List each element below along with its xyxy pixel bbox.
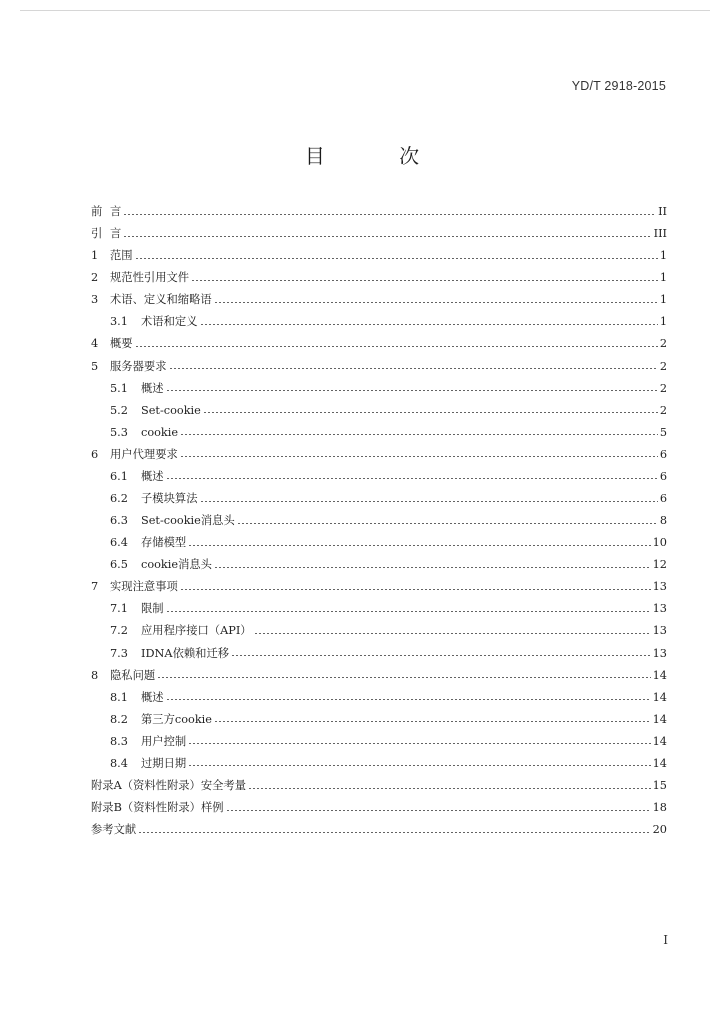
dot-leader (180, 456, 658, 457)
dot-leader (203, 412, 658, 413)
toc-entry-label: 言 (110, 205, 122, 218)
toc-entry-label: 用户控制 (141, 734, 187, 748)
toc-entry-page: 8 (659, 514, 667, 528)
toc-entry[interactable] (91, 356, 667, 378)
dot-leader (135, 258, 658, 259)
toc-entry-label: 附录B（资料性附录）样例 (91, 801, 224, 815)
toc-entry-page: 14 (652, 690, 667, 704)
toc-entry-number: 5.2 (110, 403, 128, 417)
dot-leader (138, 832, 650, 833)
toc-entry[interactable] (91, 223, 667, 245)
toc-entry[interactable] (91, 753, 667, 775)
toc-entry-label: 概要 (110, 337, 133, 351)
dot-leader (200, 501, 658, 502)
toc-entry-page: 18 (652, 801, 667, 815)
toc-entry-label: 范围 (110, 249, 133, 263)
toc-entry-label: 应用程序接口（API） (141, 624, 252, 638)
dot-leader (237, 523, 658, 524)
toc-entry-label: 概述 (141, 469, 164, 483)
toc-entry-number: 6.3 (110, 514, 128, 528)
dot-leader (157, 677, 650, 678)
toc-entry-label: 实现注意事项 (110, 580, 178, 594)
toc-entry-label: 附录A（资料性附录）安全考量 (91, 779, 247, 793)
dot-leader (248, 788, 651, 789)
dot-leader (166, 390, 658, 391)
dot-leader (166, 478, 658, 479)
toc-entry-page: 12 (652, 558, 667, 572)
toc-entry-page: 14 (652, 712, 667, 726)
toc-entry-label: 规范性引用文件 (110, 271, 190, 285)
toc-entry-page: 2 (659, 337, 667, 351)
toc-entry-label: 第三方cookie (141, 712, 212, 726)
toc-title: 目 次 (304, 144, 454, 168)
toc-entry[interactable] (91, 245, 667, 267)
toc-entry-page: 15 (652, 779, 667, 793)
toc-entry[interactable] (91, 466, 667, 488)
toc-entry[interactable] (91, 510, 667, 532)
table-of-contents (91, 201, 667, 841)
dot-leader (123, 214, 656, 215)
toc-entry-number: 7 (91, 580, 99, 594)
toc-entry[interactable] (91, 643, 667, 665)
toc-entry-number: 5.3 (110, 425, 128, 439)
toc-entry-label: 子模块算法 (141, 492, 198, 506)
dot-leader (214, 721, 651, 722)
dot-leader (191, 280, 658, 281)
toc-entry-label: 术语、定义和缩略语 (110, 293, 212, 307)
dot-leader (188, 765, 650, 766)
toc-entry-number: 5.1 (110, 381, 128, 395)
toc-entry-number: 6.1 (110, 469, 128, 483)
dot-leader (254, 633, 651, 634)
toc-entry-label: IDNA依赖和迁移 (141, 646, 230, 660)
toc-entry-label: 限制 (141, 602, 164, 616)
toc-entry[interactable] (91, 333, 667, 355)
toc-entry-label: Set-cookie (141, 403, 201, 417)
toc-entry-page: 1 (659, 315, 667, 329)
toc-entry[interactable] (91, 665, 667, 687)
toc-entry-label: 术语和定义 (141, 315, 198, 329)
toc-entry[interactable] (91, 731, 667, 753)
toc-entry-label: 存储模型 (141, 536, 187, 550)
toc-entry-number: 3 (91, 293, 99, 307)
toc-entry-page: 6 (659, 469, 667, 483)
toc-entry-page: II (658, 205, 667, 218)
dot-leader (169, 368, 658, 369)
toc-entry[interactable] (91, 400, 667, 422)
dot-leader (226, 810, 651, 811)
dot-leader (188, 545, 650, 546)
toc-entry-number: 8.1 (110, 690, 128, 704)
toc-entry[interactable] (91, 775, 667, 797)
dot-leader (231, 655, 651, 656)
toc-entry-number: 6.4 (110, 536, 128, 550)
toc-entry-page: 1 (659, 249, 667, 263)
toc-entry[interactable] (91, 289, 667, 311)
toc-entry-label: 用户代理要求 (110, 447, 178, 461)
toc-entry[interactable] (91, 797, 667, 819)
toc-entry[interactable] (91, 576, 667, 598)
toc-entry-number: 8.4 (110, 756, 128, 770)
toc-entry-page: 13 (652, 624, 667, 638)
toc-entry-number: 6.2 (110, 492, 128, 506)
toc-entry-label: 过期日期 (141, 756, 187, 770)
toc-entry[interactable] (91, 267, 667, 289)
toc-entry-number: 3.1 (110, 315, 128, 329)
toc-entry[interactable] (91, 819, 667, 841)
toc-entry-label: 参考文献 (91, 823, 137, 837)
toc-entry[interactable] (91, 488, 667, 510)
toc-entry-label: 概述 (141, 381, 164, 395)
toc-entry-label: cookie消息头 (141, 558, 212, 572)
toc-entry-page: 5 (659, 425, 667, 439)
toc-entry-number: 4 (91, 337, 99, 351)
toc-entry[interactable] (91, 422, 667, 444)
toc-entry-page: 2 (659, 403, 667, 417)
document-code: YD/T 2918-2015 (571, 79, 666, 93)
toc-entry-number: 8.3 (110, 734, 128, 748)
toc-entry-page: 10 (652, 536, 667, 550)
toc-entry-label: Set-cookie消息头 (141, 514, 235, 528)
toc-entry-page: 13 (652, 602, 667, 616)
toc-entry-label: 概述 (141, 690, 164, 704)
toc-entry[interactable] (91, 687, 667, 709)
toc-entry[interactable] (91, 620, 667, 642)
toc-entry-page: 1 (659, 293, 667, 307)
toc-entry[interactable] (91, 444, 667, 466)
toc-entry[interactable] (91, 311, 667, 333)
dot-leader (123, 236, 651, 237)
toc-entry-page: 13 (652, 580, 667, 594)
toc-entry-number: 6 (91, 447, 99, 461)
toc-entry-label: 服务器要求 (110, 359, 167, 373)
dot-leader (135, 346, 658, 347)
toc-entry[interactable] (91, 598, 667, 620)
toc-entry[interactable] (91, 709, 667, 731)
toc-entry-number: 7.2 (110, 624, 128, 638)
toc-entry-page: 2 (659, 381, 667, 395)
toc-entry-number: 1 (91, 249, 99, 263)
toc-entry-page: 14 (652, 734, 667, 748)
toc-entry-page: 13 (652, 646, 667, 660)
dot-leader (214, 567, 651, 568)
toc-entry-page: 1 (659, 271, 667, 285)
toc-entry-label: cookie (141, 425, 179, 439)
toc-entry-label: 言 (110, 227, 122, 241)
toc-entry[interactable] (91, 201, 667, 223)
toc-entry-page: 6 (659, 447, 667, 461)
dot-leader (180, 589, 651, 590)
toc-entry-page: 6 (659, 492, 667, 506)
toc-entry-number: 8 (91, 668, 99, 682)
toc-entry[interactable] (91, 554, 667, 576)
toc-entry-number: 7.3 (110, 646, 128, 660)
dot-leader (166, 611, 651, 612)
page-number: I (663, 933, 668, 947)
toc-entry-number: 引 (91, 227, 103, 241)
dot-leader (214, 302, 658, 303)
toc-entry-page: III (653, 227, 667, 241)
toc-entry-page: 14 (652, 668, 667, 682)
toc-entry-number: 2 (91, 271, 99, 285)
scan-edge-line (20, 10, 710, 11)
toc-entry-number: 5 (91, 359, 99, 373)
toc-entry-page: 14 (652, 756, 667, 770)
toc-entry-page: 2 (659, 359, 667, 373)
toc-entry-number: 前 (91, 205, 103, 218)
toc-entry-number: 8.2 (110, 712, 128, 726)
toc-entry-number: 7.1 (110, 602, 128, 616)
dot-leader (188, 743, 650, 744)
toc-entry-page: 20 (652, 823, 667, 837)
dot-leader (166, 699, 651, 700)
toc-entry-number: 6.5 (110, 558, 128, 572)
toc-entry[interactable] (91, 378, 667, 400)
toc-entry-label: 隐私问题 (110, 668, 156, 682)
toc-entry[interactable] (91, 532, 667, 554)
dot-leader (200, 324, 658, 325)
dot-leader (180, 434, 658, 435)
